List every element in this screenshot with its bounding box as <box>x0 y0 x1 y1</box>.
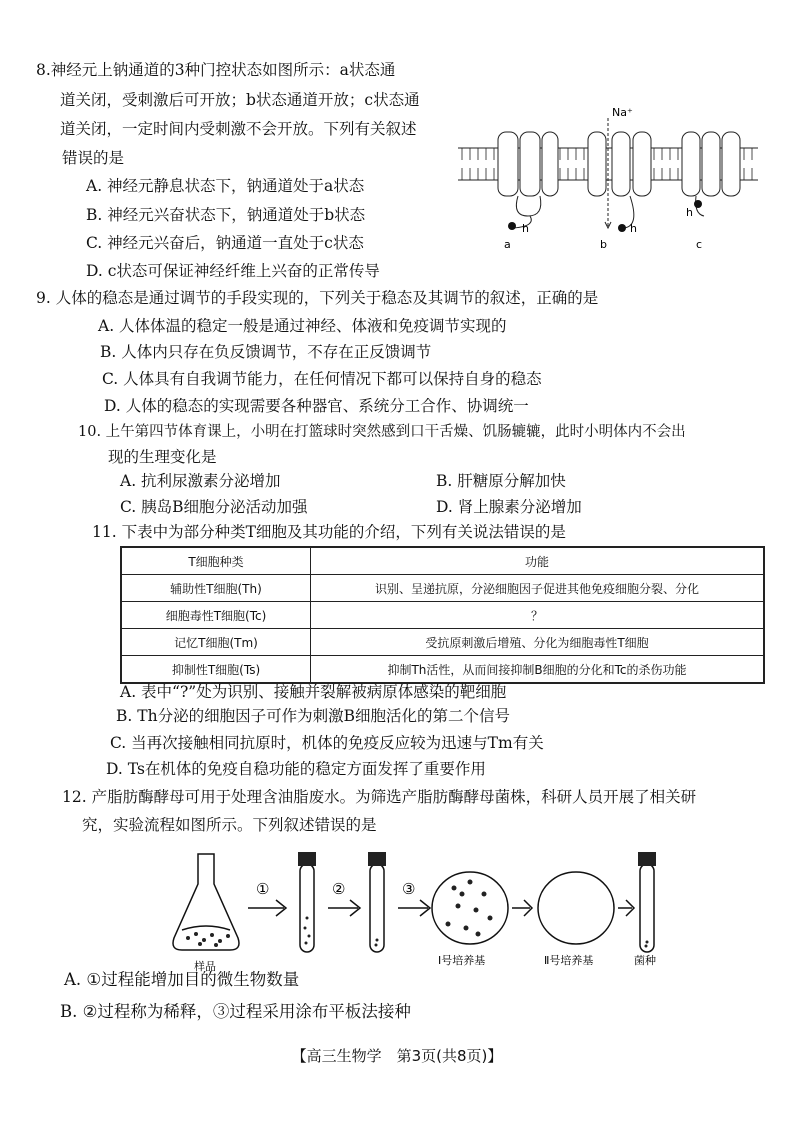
q9-option-c: C. 人体具有自我调节能力，在任何情况下都可以保持自身的稳态 <box>102 370 542 388</box>
q8-option-c: C. 神经元兴奋后，钠通道一直处于c状态 <box>86 234 364 252</box>
sodium-channel-figure <box>458 108 758 258</box>
q9-option-b: B. 人体内只存在负反馈调节，不存在正反馈调节 <box>100 343 432 361</box>
q12-stem-line-2: 究，实验流程如图所示。下列叙述错误的是 <box>82 816 377 834</box>
table-cell: ？ <box>311 602 765 629</box>
step-1-label: ① <box>256 880 270 898</box>
table-row <box>121 575 764 602</box>
table-cell: 受抗原刺激后增殖、分化为细胞毒性T细胞 <box>311 629 765 656</box>
q12-option-b: B. ②过程称为稀释，③过程采用涂布平板法接种 <box>60 1002 411 1021</box>
table-cell: 识别、呈递抗原，分泌细胞因子促进其他免疫细胞分裂、分化 <box>311 575 765 602</box>
sample-label: 样品 <box>194 960 216 973</box>
q9-option-a: A. 人体体温的稳定一般是通过神经、体液和免疫调节实现的 <box>98 317 507 335</box>
q8-option-b: B. 神经元兴奋状态下，钠通道处于b状态 <box>86 206 366 224</box>
q9-option-d: D. 人体的稳态的实现需要各种器官、系统分工合作、协调统一 <box>104 397 529 415</box>
table-row <box>121 629 764 656</box>
table-row <box>121 656 764 684</box>
q8-option-a: A. 神经元静息状态下，钠通道处于a状态 <box>86 177 365 195</box>
gate-h-label-c: h <box>686 206 693 219</box>
q8-stem-line-1: 8.神经元上钠通道的3种门控状态如图所示：a状态通 <box>36 61 396 79</box>
q9-stem: 9. 人体的稳态是通过调节的手段实现的，下列关于稳态及其调节的叙述，正确的是 <box>36 289 599 307</box>
table-cell: 抑制性T细胞(Ts) <box>121 656 311 684</box>
table-header-function: 功能 <box>311 547 765 575</box>
table-cell: 辅助性T细胞(Th) <box>121 575 311 602</box>
q10-option-d: D. 肾上腺素分泌增加 <box>436 498 582 516</box>
q8-option-d: D. c状态可保证神经纤维上兴奋的正常传导 <box>86 262 380 280</box>
q11-option-c: C. 当再次接触相同抗原时，机体的免疫反应较为迅速与Tm有关 <box>110 734 544 752</box>
state-label-b: b <box>600 238 607 251</box>
q10-option-a: A. 抗利尿激素分泌增加 <box>120 472 281 490</box>
medium-2-label: Ⅱ号培养基 <box>544 954 594 967</box>
q10-option-b: B. 肝糖原分解加快 <box>436 472 566 490</box>
q8-stem-line-2: 道关闭，受刺激后可开放；b状态通道开放；c状态通 <box>60 91 420 109</box>
table-row <box>121 602 764 629</box>
table-header-row <box>121 547 764 575</box>
q12-option-a: A. ①过程能增加目的微生物数量 <box>64 970 300 989</box>
q12-stem-line-1: 12. 产脂肪酶酵母可用于处理含油脂废水。为筛选产脂肪酶酵母菌株，科研人员开展了相关研 <box>62 788 697 806</box>
table-cell: 记忆T细胞(Tm) <box>121 629 311 656</box>
q11-option-a: A. 表中“?”处为识别、接触并裂解被病原体感染的靶细胞 <box>120 683 507 701</box>
page-footer: 【高三生物学 第3页(共8页)】 <box>291 1047 503 1065</box>
state-label-a: a <box>504 238 511 251</box>
q11-option-d: D. Ts在机体的免疫自稳功能的稳定方面发挥了重要作用 <box>106 760 486 778</box>
q10-stem-line-1: 10. 上午第四节体育课上，小明在打篮球时突然感到口干舌燥、饥肠辘辘，此时小明体内不会出 <box>78 424 686 440</box>
step-3-label: ③ <box>402 880 416 898</box>
table-header-type: T细胞种类 <box>121 547 311 575</box>
q10-stem-line-2: 现的生理变化是 <box>108 448 217 466</box>
step-2-label: ② <box>332 880 346 898</box>
table-cell: 抑制Th活性，从而间接抑制B细胞的分化和Tc的杀伤功能 <box>311 656 765 684</box>
medium-1-label: Ⅰ号培养基 <box>438 954 486 967</box>
strain-label: 菌种 <box>634 954 656 967</box>
q11-option-b: B. Th分泌的细胞因子可作为刺激B细胞活化的第二个信号 <box>116 707 510 725</box>
yeast-screening-flow-figure <box>178 848 678 978</box>
table-cell: 细胞毒性T细胞(Tc) <box>121 602 311 629</box>
gate-h-label-b: h <box>630 222 637 235</box>
q10-option-c: C. 胰岛B细胞分泌活动加强 <box>120 498 308 516</box>
state-label-c: c <box>696 238 703 251</box>
t-cell-table <box>120 546 765 684</box>
q8-stem-line-4: 错误的是 <box>62 149 125 167</box>
sodium-ion-label: Na⁺ <box>612 106 633 119</box>
q11-stem: 11. 下表中为部分种类T细胞及其功能的介绍，下列有关说法错误的是 <box>92 523 566 541</box>
gate-h-label-a: h <box>522 222 529 235</box>
q8-stem-line-3: 道关闭，一定时间内受刺激不会开放。下列有关叙述 <box>60 120 417 138</box>
